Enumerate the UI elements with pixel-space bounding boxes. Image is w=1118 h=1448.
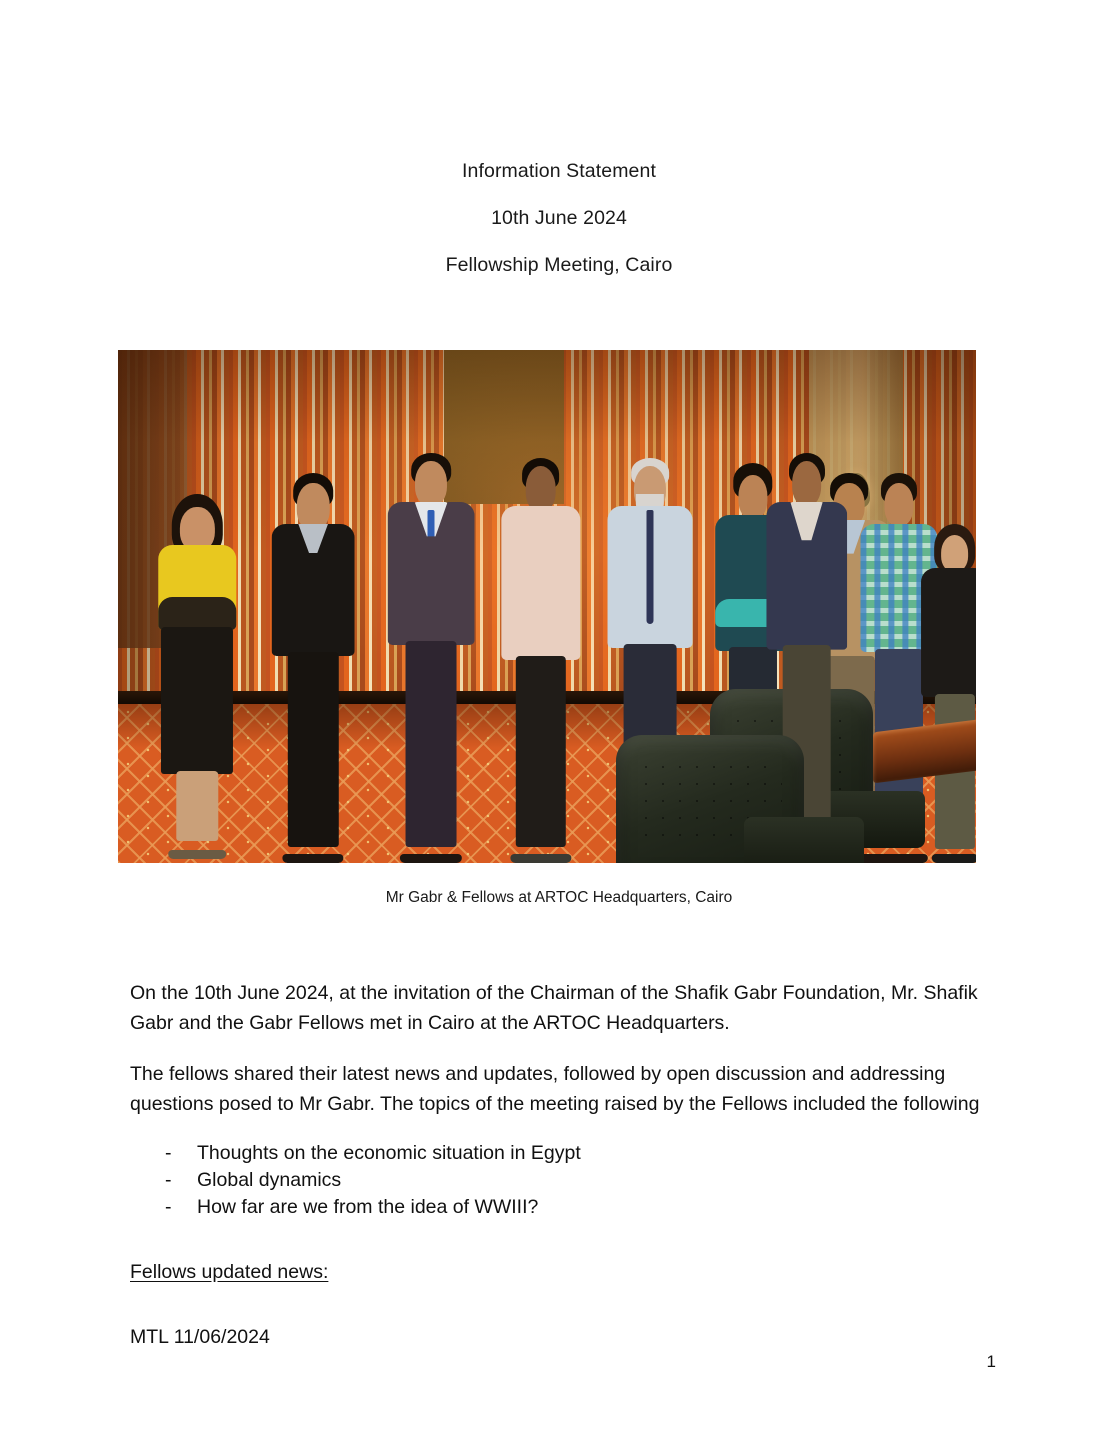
legs (177, 771, 218, 841)
list-item-label: Thoughts on the economic situation in Egypt (197, 1142, 581, 1164)
trousers (406, 641, 457, 846)
photo-scene (118, 350, 976, 863)
shoes (400, 854, 462, 863)
person-woman-yellow-top (152, 494, 242, 863)
list-item (130, 1194, 980, 1221)
photo-caption: Mr Gabr & Fellows at ARTOC Headquarters, Cairo (385, 889, 733, 906)
document-body (130, 978, 980, 1221)
armchair-seat-left (744, 817, 864, 863)
list-dash-bullet: - (165, 1142, 172, 1164)
list-item (130, 1140, 980, 1167)
paragraph-2: The fellows shared their latest news and updates, followed by open discussion and addressing questions posed to Mr Gabr. The topics of the meeting raised by the Fellows included the following (130, 1063, 980, 1115)
list-dash-bullet: - (165, 1196, 172, 1218)
title-date: 10th June 2024 (491, 207, 627, 229)
list-item (130, 1167, 980, 1194)
head (180, 507, 214, 551)
shoes (510, 854, 571, 863)
head (941, 535, 969, 572)
title-subtitle: Fellowship Meeting, Cairo (445, 254, 673, 276)
shoes (931, 854, 976, 863)
paragraph-1: On the 10th June 2024, at the invitation of the Chairman of the Shafik Gabr Foundation, Mr. Shafik Gabr and the Gabr Fellows met in Cairo at the ARTOC Headquarters. (130, 982, 978, 1034)
head (297, 483, 329, 530)
list-item-label: How far are we from the idea of WWIII? (197, 1196, 539, 1218)
document-title-block (0, 148, 1118, 289)
page-number: 1 (986, 1352, 996, 1371)
shoes (283, 854, 344, 863)
footer-reference: MTL 11/06/2024 (130, 1326, 270, 1348)
person-man-dark-suit-blue-tie (384, 453, 478, 863)
necktie (646, 510, 653, 623)
trousers (288, 652, 338, 847)
head (792, 461, 822, 506)
list-dash-bullet: - (165, 1169, 172, 1191)
group-photo (118, 350, 976, 863)
trousers (515, 656, 565, 846)
skirt (161, 627, 233, 775)
topics-list (130, 1140, 980, 1221)
person-man-pink-shirt (496, 458, 586, 863)
lace-detail (159, 597, 236, 630)
person-man-black-blazer (268, 473, 358, 863)
person-woman-black-cardigan (916, 524, 976, 863)
head (884, 483, 913, 526)
list-item-label: Global dynamics (197, 1169, 342, 1191)
head (415, 461, 447, 506)
shoes (169, 850, 227, 859)
cardigan (921, 568, 976, 697)
section-heading-fellows-updated-news: Fellows updated news: (130, 1261, 329, 1283)
page-title: Information Statement (462, 160, 656, 182)
shirt (501, 506, 580, 660)
